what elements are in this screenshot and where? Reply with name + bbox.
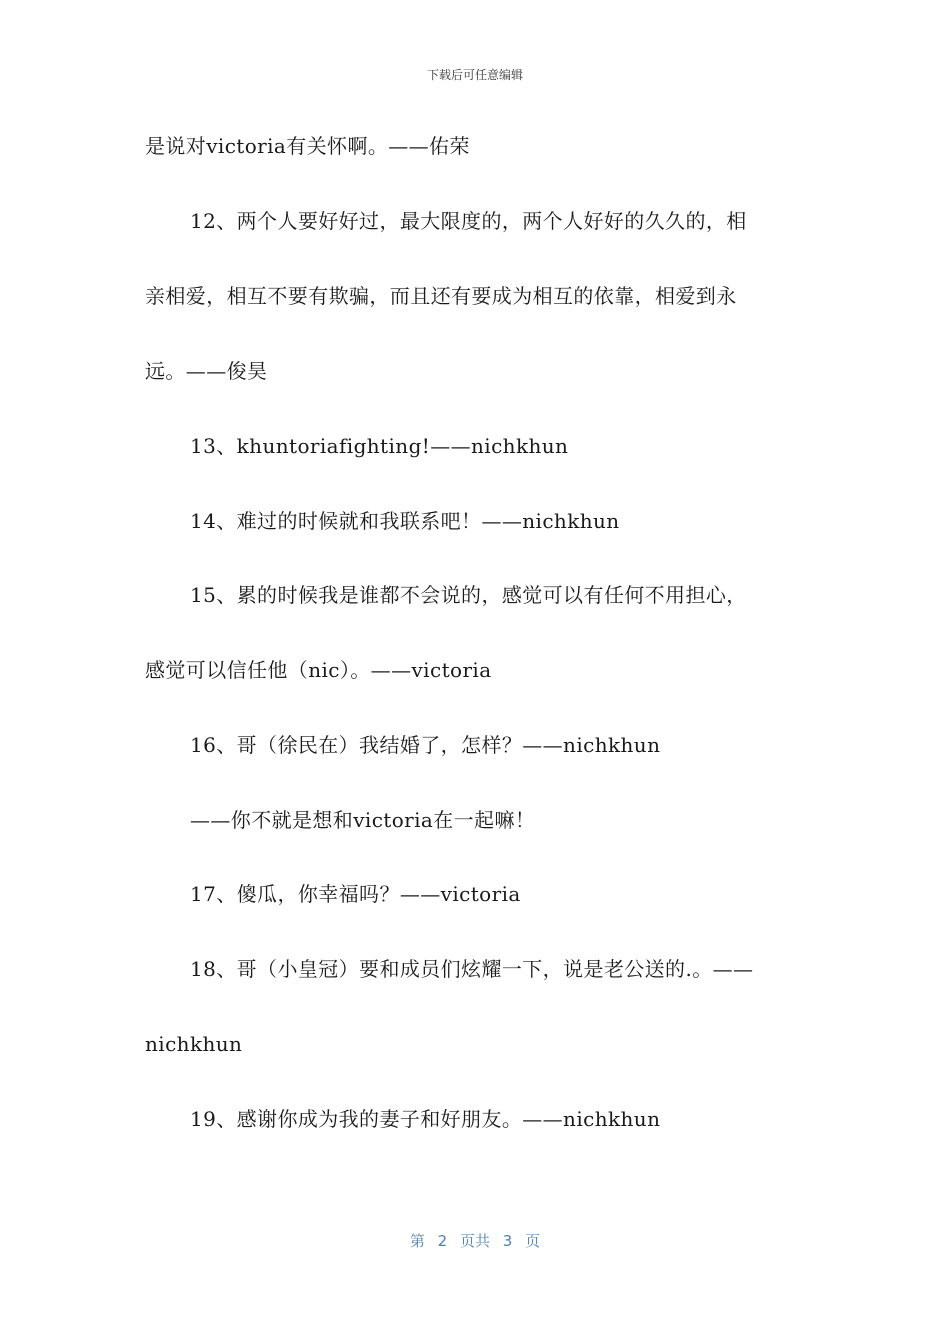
body-line: 是说对victoria有关怀啊。——佑荣 [145, 134, 470, 158]
body-line: 亲相爱，相互不要有欺骗，而且还有要成为相互的依靠，相爱到永 [145, 284, 737, 308]
page-number-footer: 第 2 页共 3 页 [409, 1232, 541, 1250]
body-line: 15、累的时候我是谁都不会说的，感觉可以有任何不用担心， [190, 583, 747, 607]
body-line: 14、难过的时候就和我联系吧！——nichkhun [190, 509, 620, 533]
body-line: 16、哥（徐民在）我结婚了，怎样？——nichkhun [190, 733, 661, 757]
body-line: 远。——俊昊 [145, 359, 268, 383]
body-line: 19、感谢你成为我的妻子和好朋友。——nichkhun [190, 1107, 661, 1131]
body-line: 13、khuntoriafighting!——nichkhun [190, 434, 569, 458]
body-line: ——你不就是想和victoria在一起嘛！ [190, 808, 536, 832]
header-note: 下载后可任意编辑 [426, 68, 523, 82]
body-line: nichkhun [145, 1032, 243, 1056]
body-line: 12、两个人要好好过，最大限度的，两个人好好的久久的，相 [190, 209, 747, 233]
body-line: 18、哥（小皇冠）要和成员们炫耀一下，说是老公送的.。—— [190, 957, 754, 981]
body-line: 感觉可以信任他（nic）。——victoria [145, 658, 492, 682]
body-line: 17、傻瓜，你幸福吗？——victoria [190, 882, 521, 906]
